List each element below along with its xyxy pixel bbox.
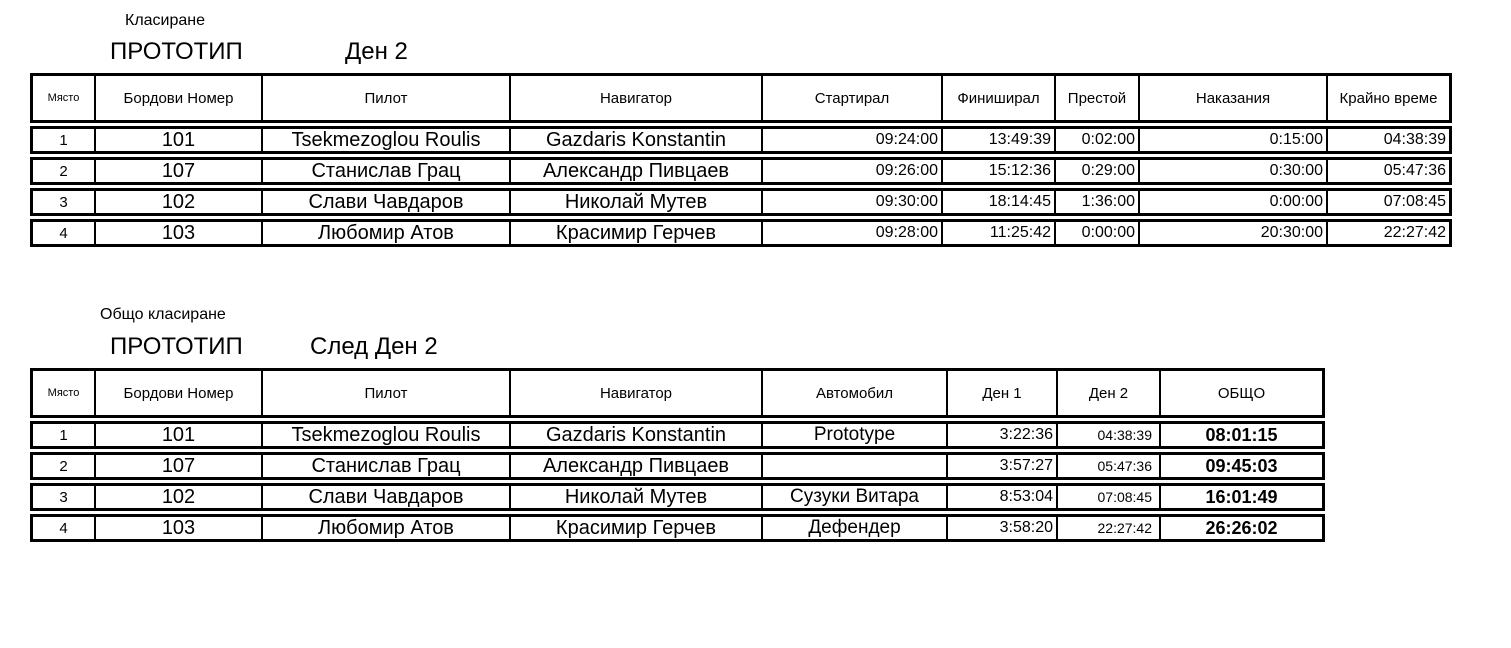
col-header-place: Място xyxy=(33,76,96,120)
place-cell: 4 xyxy=(33,222,96,244)
overall-ranking-caption: Общо класиране xyxy=(100,306,226,323)
place-cell: 3 xyxy=(33,486,96,508)
board-number-cell: 102 xyxy=(96,486,263,508)
pilot-cell: Любомир Атов xyxy=(263,222,511,244)
started-cell: 09:26:00 xyxy=(763,160,943,182)
col-header-pilot: Пилот xyxy=(263,76,511,120)
started-cell: 09:30:00 xyxy=(763,191,943,213)
day2-time-cell: 04:38:39 xyxy=(1058,424,1161,446)
day-ranking-caption: Класиране xyxy=(125,12,206,29)
col-header-final-time: Крайно време xyxy=(1339,89,1438,107)
navigator-cell: Николай Мутев xyxy=(511,191,763,213)
overall-ranking-day-title: След Ден 2 xyxy=(310,333,438,360)
col-header-navigator: Навигатор xyxy=(511,76,763,120)
navigator-cell: Красимир Герчев xyxy=(511,222,763,244)
day-ranking-day-title: Ден 2 xyxy=(345,38,408,65)
car-cell: Сузуки Витара xyxy=(763,486,948,508)
col-header-pilot: Пилот xyxy=(263,371,511,415)
penalties-cell: 0:00:00 xyxy=(1140,191,1328,213)
place-cell: 3 xyxy=(33,191,96,213)
pilot-cell: Слави Чавдаров xyxy=(263,191,511,213)
table-row xyxy=(30,421,1325,449)
table-row xyxy=(30,452,1325,480)
car-cell xyxy=(763,455,948,477)
col-header-car: Автомобил xyxy=(763,371,948,415)
final-time-cell: 05:47:36 xyxy=(1383,162,1446,179)
total-time-cell: 08:01:15 xyxy=(1205,424,1278,445)
board-number-cell: 101 xyxy=(96,424,263,446)
downtime-cell: 0:00:00 xyxy=(1056,222,1140,244)
table-header-row xyxy=(30,368,1325,418)
board-number-cell: 107 xyxy=(96,160,263,182)
finished-cell: 18:14:45 xyxy=(943,191,1056,213)
col-header-board-number: Бордови Номер xyxy=(96,76,263,120)
overall-ranking-category-title: ПРОТОТИП xyxy=(110,333,243,360)
navigator-cell: Gazdaris Konstantin xyxy=(511,129,763,151)
downtime-cell: 1:36:00 xyxy=(1056,191,1140,213)
table-header-row xyxy=(30,73,1452,123)
col-header-total: ОБЩО xyxy=(1217,384,1266,402)
table-row xyxy=(30,188,1452,216)
day2-time-cell: 05:47:36 xyxy=(1058,455,1161,477)
started-cell: 09:24:00 xyxy=(763,129,943,151)
col-header-finished: Финиширал xyxy=(943,76,1056,120)
final-time-cell: 22:27:42 xyxy=(1383,224,1446,241)
total-time-cell: 09:45:03 xyxy=(1205,455,1278,476)
board-number-cell: 107 xyxy=(96,455,263,477)
overall-ranking-table xyxy=(30,368,1325,545)
day2-ranking-table xyxy=(30,73,1452,250)
car-cell: Дефендер xyxy=(763,517,948,539)
final-time-cell: 07:08:45 xyxy=(1383,193,1446,210)
col-header-place: Място xyxy=(33,371,96,415)
place-cell: 2 xyxy=(33,160,96,182)
pilot-cell: Tsekmezoglou Roulis xyxy=(263,129,511,151)
place-cell: 2 xyxy=(33,455,96,477)
navigator-cell: Николай Мутев xyxy=(511,486,763,508)
place-cell: 1 xyxy=(33,129,96,151)
downtime-cell: 0:29:00 xyxy=(1056,160,1140,182)
pilot-cell: Любомир Атов xyxy=(263,517,511,539)
table-row xyxy=(30,126,1452,154)
navigator-cell: Gazdaris Konstantin xyxy=(511,424,763,446)
day-ranking-category-title: ПРОТОТИП xyxy=(110,38,243,65)
board-number-cell: 102 xyxy=(96,191,263,213)
downtime-cell: 0:02:00 xyxy=(1056,129,1140,151)
total-time-cell: 26:26:02 xyxy=(1205,517,1278,538)
penalties-cell: 20:30:00 xyxy=(1140,222,1328,244)
day2-time-cell: 22:27:42 xyxy=(1058,517,1161,539)
col-header-downtime: Престой xyxy=(1056,76,1140,120)
penalties-cell: 0:15:00 xyxy=(1140,129,1328,151)
board-number-cell: 103 xyxy=(96,222,263,244)
col-header-day1: Ден 1 xyxy=(948,371,1058,415)
pilot-cell: Tsekmezoglou Roulis xyxy=(263,424,511,446)
pilot-cell: Станислав Грац xyxy=(263,160,511,182)
col-header-day2: Ден 2 xyxy=(1058,371,1161,415)
col-header-board-number: Бордови Номер xyxy=(96,371,263,415)
place-cell: 4 xyxy=(33,517,96,539)
board-number-cell: 103 xyxy=(96,517,263,539)
day1-time-cell: 8:53:04 xyxy=(948,486,1058,508)
finished-cell: 11:25:42 xyxy=(943,222,1056,244)
col-header-navigator: Навигатор xyxy=(511,371,763,415)
day2-time-cell: 07:08:45 xyxy=(1058,486,1161,508)
pilot-cell: Станислав Грац xyxy=(263,455,511,477)
navigator-cell: Александр Пивцаев xyxy=(511,160,763,182)
penalties-cell: 0:30:00 xyxy=(1140,160,1328,182)
started-cell: 09:28:00 xyxy=(763,222,943,244)
col-header-started: Стартирал xyxy=(763,76,943,120)
navigator-cell: Александр Пивцаев xyxy=(511,455,763,477)
col-header-penalties: Наказания xyxy=(1140,76,1328,120)
finished-cell: 15:12:36 xyxy=(943,160,1056,182)
place-cell: 1 xyxy=(33,424,96,446)
day1-time-cell: 3:22:36 xyxy=(948,424,1058,446)
day1-time-cell: 3:58:20 xyxy=(948,517,1058,539)
day1-time-cell: 3:57:27 xyxy=(948,455,1058,477)
finished-cell: 13:49:39 xyxy=(943,129,1056,151)
table-row xyxy=(30,514,1325,542)
table-row xyxy=(30,483,1325,511)
table-row xyxy=(30,219,1452,247)
table-row xyxy=(30,157,1452,185)
navigator-cell: Красимир Герчев xyxy=(511,517,763,539)
board-number-cell: 101 xyxy=(96,129,263,151)
final-time-cell: 04:38:39 xyxy=(1383,131,1446,148)
pilot-cell: Слави Чавдаров xyxy=(263,486,511,508)
car-cell: Prototype xyxy=(763,424,948,446)
total-time-cell: 16:01:49 xyxy=(1205,486,1278,507)
